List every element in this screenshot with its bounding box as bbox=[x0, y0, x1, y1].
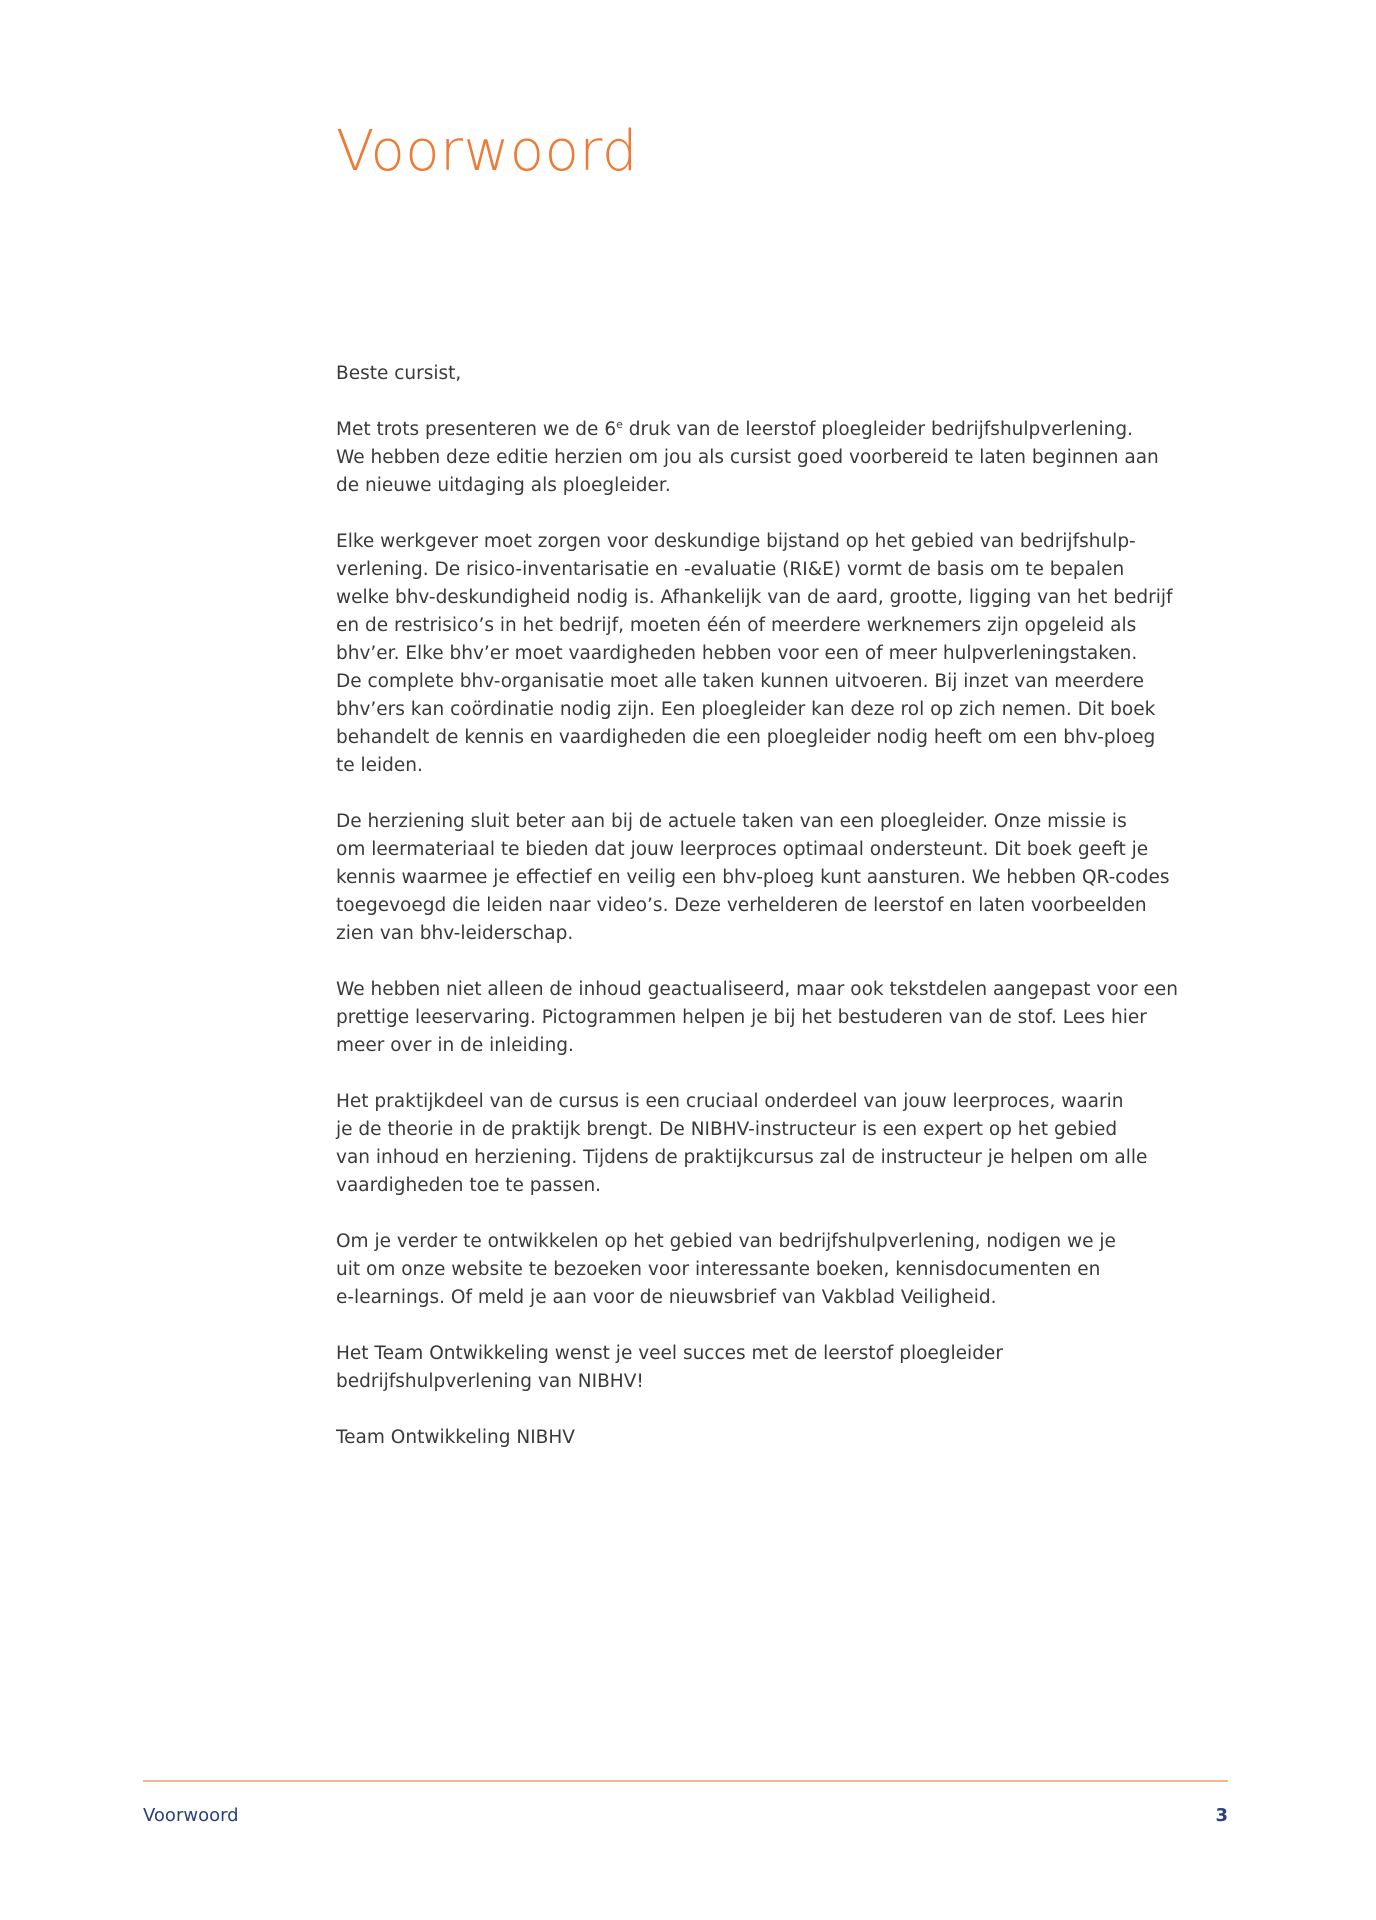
paragraph-line: van inhoud en herziening. Tijdens de praktijkcursus zal de instructeur je helpen om alle bbox=[336, 1147, 1148, 1168]
paragraph-line: toegevoegd die leiden naar video’s. Deze verhelderen de leerstof en laten voorbeelden bbox=[336, 895, 1147, 916]
paragraph-line: zien van bhv-leiderschap. bbox=[336, 923, 574, 944]
paragraph-line: je de theorie in de praktijk brengt. De NIBHV-instructeur is een expert op het gebied bbox=[336, 1119, 1118, 1140]
paragraph-line: bedrijfshulpverlening van NIBHV! bbox=[336, 1371, 644, 1392]
paragraph-line: Elke werkgever moet zorgen voor deskundige bijstand op het gebied van bedrijfshulp- bbox=[336, 531, 1136, 552]
paragraph-intro bbox=[336, 416, 1236, 500]
paragraph-line: verlening. De risico-inventarisatie en -evaluatie (RI&E) vormt de basis om te bepalen bbox=[336, 559, 1125, 580]
paragraph-line: behandelt de kennis en vaardigheden die een ploegleider nodig heeft om een bhv-ploeg bbox=[336, 727, 1156, 748]
paragraph-line: om leermateriaal te bieden dat jouw leerproces optimaal ondersteunt. Dit boek geeft je bbox=[336, 839, 1149, 860]
salutation-line: Beste cursist, bbox=[336, 363, 462, 384]
footer-page-number: 3 bbox=[1215, 1805, 1228, 1826]
paragraph-line: uit om onze website te bezoeken voor interessante boeken, kennisdocumenten en bbox=[336, 1259, 1101, 1280]
paragraph-line: De herziening sluit beter aan bij de actuele taken van een ploegleider. Onze missie is bbox=[336, 811, 1127, 832]
paragraph-line: e-learnings. Of meld je aan voor de nieuwsbrief van Vakblad Veiligheid. bbox=[336, 1287, 997, 1308]
paragraph-line: Het Team Ontwikkeling wenst je veel succes met de leerstof ploegleider bbox=[336, 1343, 1003, 1364]
paragraph-employer-duty bbox=[336, 528, 1236, 780]
paragraph-content-update bbox=[336, 976, 1236, 1060]
paragraph-line: Het praktijkdeel van de cursus is een cruciaal onderdeel van jouw leerproces, waarin bbox=[336, 1091, 1124, 1112]
paragraph-line: kennis waarmee je effectief en veilig een bhv-ploeg kunt aansturen. We hebben QR-codes bbox=[336, 867, 1170, 888]
paragraph-further-development bbox=[336, 1228, 1236, 1312]
paragraph-line bbox=[336, 416, 1236, 444]
paragraph-line: welke bhv-deskundigheid nodig is. Afhankelijk van de aard, grootte, ligging van het bedrijf bbox=[336, 587, 1173, 608]
paragraph-closing bbox=[336, 1340, 1236, 1396]
paragraph-line: bhv’ers kan coördinatie nodig zijn. Een ploegleider kan deze rol op zich nemen. Dit boek bbox=[336, 699, 1156, 720]
paragraph-line: te leiden. bbox=[336, 755, 423, 776]
paragraph-line: de nieuwe uitdaging als ploegleider. bbox=[336, 475, 671, 496]
paragraph-line: bhv’er. Elke bhv’er moet vaardigheden hebben voor een of meer hulpverleningstaken. bbox=[336, 643, 1138, 664]
footer-divider bbox=[143, 1780, 1228, 1782]
signature bbox=[336, 1424, 1236, 1452]
paragraph-line: De complete bhv-organisatie moet alle taken kunnen uitvoeren. Bij inzet van meerdere bbox=[336, 671, 1145, 692]
paragraph-line: We hebben niet alleen de inhoud geactualiseerd, maar ook tekstdelen aangepast voor een bbox=[336, 979, 1178, 1000]
paragraph-revision bbox=[336, 808, 1236, 948]
edition-superscript: e bbox=[616, 417, 623, 431]
paragraph-line: meer over in de inleiding. bbox=[336, 1035, 574, 1056]
foreword-body bbox=[336, 360, 1236, 1480]
paragraph-line: Om je verder te ontwikkelen op het gebied van bedrijfshulpverlening, nodigen we je bbox=[336, 1231, 1116, 1252]
edition-text-before: Met trots presenteren we de 6 bbox=[336, 419, 617, 440]
paragraph-line: prettige leeservaring. Pictogrammen helpen je bij het bestuderen van de stof. Lees hier bbox=[336, 1007, 1147, 1028]
paragraph-line: vaardigheden toe te passen. bbox=[336, 1175, 602, 1196]
paragraph-practical bbox=[336, 1088, 1236, 1200]
page-title: Voorwoord bbox=[336, 119, 638, 184]
paragraph-line: We hebben deze editie herzien om jou als cursist goed voorbereid te laten beginnen aan bbox=[336, 447, 1159, 468]
salutation bbox=[336, 360, 1236, 388]
edition-text-after: druk van de leerstof ploegleider bedrijfshulpverlening. bbox=[622, 419, 1133, 440]
footer-section-label: Voorwoord bbox=[143, 1805, 239, 1826]
paragraph-line: en de restrisico’s in het bedrijf, moeten één of meerdere werknemers zijn opgeleid als bbox=[336, 615, 1137, 636]
signature-line: Team Ontwikkeling NIBHV bbox=[336, 1427, 575, 1448]
